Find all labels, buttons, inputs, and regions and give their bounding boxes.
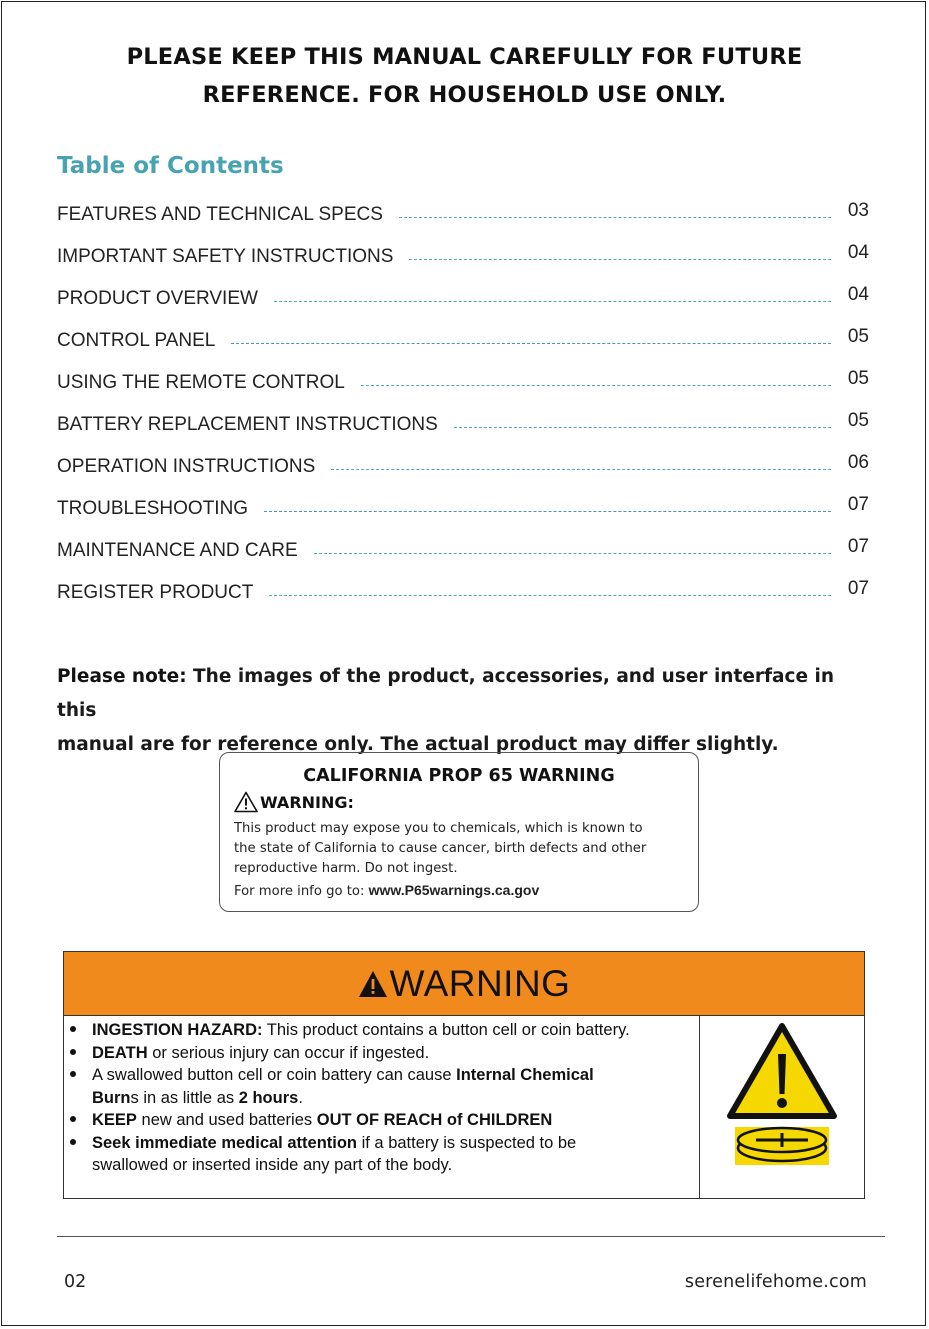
toc-leader-dots (409, 259, 831, 260)
toc-item-control-panel[interactable] (57, 328, 869, 354)
toc-item-operation[interactable] (57, 454, 869, 480)
footer-divider (57, 1236, 885, 1237)
prop65-body-line: the state of California to cause cancer, birth defects and other (234, 841, 647, 856)
list-item (92, 1042, 699, 1065)
toc-leader-dots (274, 301, 831, 302)
toc-item-troubleshooting[interactable] (57, 496, 869, 522)
note-line-1 (57, 660, 869, 728)
toc-item-overview[interactable] (57, 286, 869, 312)
warning-emphasis: Burn (92, 1088, 131, 1107)
warning-emphasis: 2 hours (238, 1088, 299, 1107)
battery-warning-list (64, 1016, 700, 1198)
toc-leader-dots (269, 595, 831, 596)
warning-text: s in as little as (130, 1088, 239, 1107)
note-text-1: The images of the product, accessories, and user interface in this (57, 666, 834, 721)
toc-item-label: MAINTENANCE AND CARE (57, 540, 298, 561)
toc-item-page: 07 (847, 494, 869, 515)
toc-item-page: 06 (847, 452, 869, 473)
warning-emphasis: KEEP (92, 1111, 137, 1129)
warning-text: or serious injury can occur if ingested. (147, 1043, 430, 1062)
toc-item-safety[interactable] (57, 244, 869, 270)
toc-item-label: FEATURES AND TECHNICAL SPECS (57, 204, 383, 225)
toc-item-label: PRODUCT OVERVIEW (57, 288, 258, 309)
toc-item-label: BATTERY REPLACEMENT INSTRUCTIONS (57, 414, 438, 435)
toc-item-page: 07 (847, 578, 869, 599)
toc-item-battery[interactable] (57, 412, 869, 438)
toc-leader-dots (264, 511, 831, 512)
toc-item-page: 03 (847, 200, 869, 221)
toc-item-label: IMPORTANT SAFETY INSTRUCTIONS (57, 246, 394, 267)
toc-leader-dots (314, 553, 831, 554)
toc-item-label: CONTROL PANEL (57, 330, 216, 351)
toc-item-remote[interactable] (57, 370, 869, 396)
coin-battery-hazard-icon (700, 1016, 864, 1198)
website-link[interactable]: serenelifehome.com (684, 1272, 867, 1292)
prop65-more-prefix: For more info go to: (234, 884, 369, 899)
toc-item-maintenance[interactable] (57, 538, 869, 564)
prop65-warning-label: WARNING: (260, 792, 354, 812)
note-lead: Please note: (57, 666, 187, 687)
warning-emphasis: OUT OF REACH of CHILDREN (316, 1111, 553, 1129)
header-line-2: REFERENCE. FOR HOUSEHOLD USE ONLY. (202, 82, 727, 108)
warning-text: swallowed or inserted inside any part of the body. (92, 1156, 453, 1174)
toc-item-features[interactable] (57, 202, 869, 228)
warning-text: new and used batteries (136, 1111, 317, 1129)
warning-text: A swallowed button cell or coin battery can cause (92, 1066, 457, 1084)
prop65-body-line: This product may expose you to chemicals, which is known to (234, 821, 643, 836)
prop65-link[interactable]: www.P65warnings.ca.gov (368, 882, 540, 898)
warning-emphasis: Internal Chemical (456, 1066, 594, 1084)
prop65-body-line: reproductive harm. Do not ingest. (234, 861, 458, 876)
toc-item-page: 07 (847, 536, 869, 557)
toc-leader-dots (361, 385, 831, 386)
list-item (92, 1019, 699, 1042)
note-line-2: manual are for reference only. The actual product may differ slightly. (57, 734, 779, 755)
toc-item-page: 04 (847, 284, 869, 305)
warning-text: . (298, 1088, 303, 1107)
prop65-more-info (234, 882, 539, 899)
page-number: 02 (64, 1272, 87, 1292)
toc-item-page: 05 (847, 326, 869, 347)
toc-item-label: REGISTER PRODUCT (57, 582, 254, 603)
battery-hazard-icon-cell (700, 1016, 864, 1198)
toc-leader-dots (231, 343, 831, 344)
toc-item-label: USING THE REMOTE CONTROL (57, 372, 345, 393)
toc-item-label: OPERATION INSTRUCTIONS (57, 456, 316, 477)
toc-leader-dots (331, 469, 831, 470)
battery-warning-title: WARNING (389, 962, 571, 1004)
toc-item-page: 04 (847, 242, 869, 263)
warning-triangle-icon (358, 970, 388, 998)
warning-emphasis: Seek immediate medical attention (92, 1133, 358, 1152)
warning-emphasis: DEATH (92, 1043, 148, 1062)
warning-triangle-icon (234, 791, 258, 813)
warning-emphasis: INGESTION HAZARD: (92, 1021, 263, 1039)
toc-leader-dots (399, 217, 831, 218)
prop65-warning-row (234, 791, 354, 813)
list-item (92, 1132, 699, 1177)
toc-title: Table of Contents (57, 153, 284, 179)
toc-item-label: TROUBLESHOOTING (57, 498, 249, 519)
prop65-warning-box (219, 752, 699, 912)
toc-item-page: 05 (847, 410, 869, 431)
reference-note (57, 660, 869, 762)
warning-text: if a battery is suspected to be (357, 1133, 577, 1152)
list-item (92, 1064, 699, 1109)
battery-warning-header (64, 952, 864, 1016)
toc-item-page: 05 (847, 368, 869, 389)
list-item (92, 1109, 699, 1132)
toc-leader-dots (454, 427, 831, 428)
battery-warning-table (63, 951, 865, 1199)
toc-item-register[interactable] (57, 580, 869, 606)
warning-text: This product contains a button cell or coin battery. (262, 1021, 630, 1039)
header-line-1: PLEASE KEEP THIS MANUAL CAREFULLY FOR FUTURE (126, 44, 803, 70)
prop65-title: CALIFORNIA PROP 65 WARNING (303, 766, 615, 786)
prop65-body (234, 819, 689, 879)
